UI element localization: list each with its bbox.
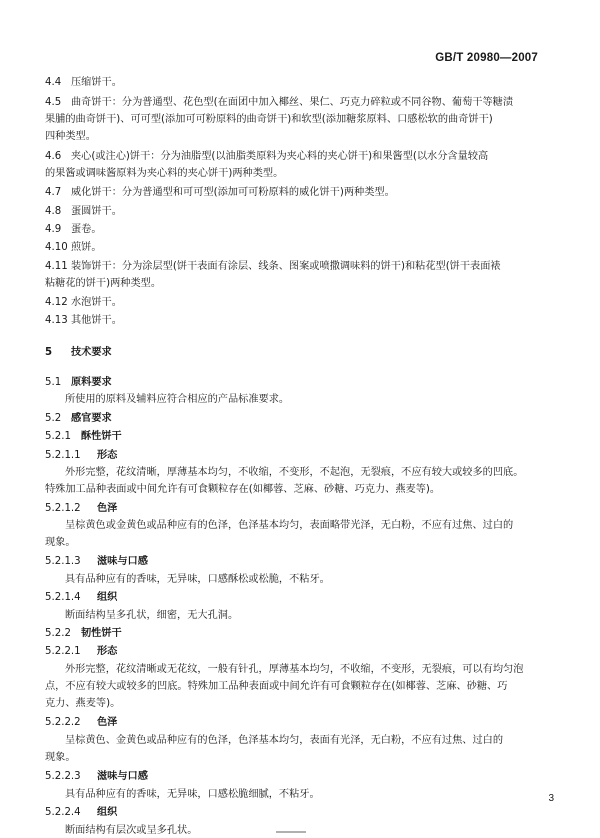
clause-number: 4.4	[45, 77, 62, 88]
clause-continuation: 果脯的曲奇饼干)、可可型(添加可可粉原料的曲奇饼干)和软型(添加糖浆原料、口感松软的曲奇饼干)	[45, 114, 493, 125]
paragraph-continuation: 现象。	[45, 752, 76, 763]
clause-number: 4.6	[45, 151, 62, 162]
clause-text: 煎饼。	[71, 242, 102, 253]
paragraph: 具有品种应有的香味，无异味，口感酥松或松脆，不粘牙。	[65, 574, 330, 585]
clause-number: 5.2.2.2	[45, 717, 81, 728]
paragraph-continuation: 克力、燕麦等)。	[45, 698, 121, 709]
paragraph: 所使用的原料及辅料应符合相应的产品标准要求。	[65, 394, 290, 405]
clause-4-10	[45, 241, 102, 255]
clause-text: 其他饼干。	[71, 315, 122, 326]
clause-title: 形态	[97, 646, 118, 657]
clause-continuation: 的果酱或调味酱原料为夹心料的夹心饼干)两种类型。	[45, 168, 284, 179]
clause-number: 4.5	[45, 97, 62, 108]
clause-number: 5.2.1.4	[45, 592, 81, 603]
clause-title: 韧性饼干	[81, 628, 122, 639]
clause-title: 滋味与口感	[97, 556, 148, 567]
clause-text: 蛋圆饼干。	[71, 206, 122, 217]
clause-number: 5.2.2.3	[45, 771, 81, 782]
clause-number: 5.2.1.1	[45, 450, 81, 461]
clause-4-11	[45, 260, 501, 274]
paragraph-continuation: 现象。	[45, 537, 76, 548]
clause-number: 5.1	[45, 377, 62, 388]
clause-4-9	[45, 223, 102, 237]
clause-number: 5.2	[45, 413, 62, 424]
section-5-heading	[45, 346, 112, 360]
clause-5-2-2-2	[45, 716, 117, 730]
clause-4-12	[45, 296, 122, 310]
clause-number: 4.9	[45, 224, 62, 235]
clause-text: 压缩饼干。	[71, 77, 122, 88]
clause-5-2-1-4	[45, 591, 117, 605]
clause-4-13	[45, 314, 122, 328]
paragraph: 具有品种应有的香味，无异味，口感松脆细腻，不粘牙。	[65, 789, 320, 800]
clause-5-2-1	[45, 430, 122, 444]
clause-number: 4.7	[45, 187, 62, 198]
clause-number: 4.11	[45, 261, 68, 272]
paragraph: 外形完整，花纹清晰或无花纹，一般有针孔，厚薄基本均匀，不收缩，不变形，无裂痕，可以有均匀泡	[65, 664, 524, 675]
clause-number: 5.2.1.3	[45, 556, 81, 567]
clause-number: 4.10	[45, 242, 68, 253]
clause-title: 色泽	[97, 503, 118, 514]
clause-5-2-2-3	[45, 770, 148, 784]
paragraph: 呈棕黄色、金黄色或品种应有的色泽，色泽基本均匀，表面有光泽，无白粉，不应有过焦、过白的	[65, 735, 504, 746]
page-number: 3	[548, 793, 554, 804]
clause-number: 5.2.1	[45, 431, 71, 442]
clause-5-2-2-1	[45, 645, 117, 659]
paragraph-continuation: 点，不应有较大或较多的凹底。特殊加工品种表面或中间允许有可食颗粒存在(如椰蓉、芝麻、砂糖、巧	[45, 681, 508, 692]
clause-title: 原料要求	[71, 377, 112, 388]
paragraph: 断面结构呈多孔状，细密，无大孔洞。	[65, 610, 239, 621]
clause-5-2-1-2	[45, 502, 117, 516]
clause-text: 水泡饼干。	[71, 297, 122, 308]
standard-code-header: GB/T 20980—2007	[435, 52, 538, 64]
clause-4-4	[45, 76, 122, 90]
clause-number: 4.12	[45, 297, 68, 308]
paragraph: 外形完整，花纹清晰，厚薄基本均匀，不收缩，不变形，不起泡，无裂痕，不应有较大或较多的凹底。	[65, 467, 524, 478]
clause-text: 夹心(或注心)饼干：分为油脂型(以油脂类原料为夹心料的夹心饼干)和果酱型(以水分含量较高	[71, 151, 489, 162]
clause-title: 色泽	[97, 717, 118, 728]
clause-text: 装饰饼干：分为涂层型(饼干表面有涂层、线条、图案或喷撒调味料的饼干)和粘花型(饼干表面裱	[71, 261, 501, 272]
clause-number: 5.2.2.4	[45, 807, 81, 818]
section-number: 5	[45, 347, 53, 358]
clause-continuation: 粘糖花的饼干)两种类型。	[45, 278, 162, 289]
clause-4-5	[45, 96, 513, 110]
clause-number: 5.2.2.1	[45, 646, 81, 657]
clause-number: 4.8	[45, 206, 62, 217]
clause-5-2-2-4	[45, 806, 117, 820]
clause-title: 感官要求	[71, 413, 112, 424]
clause-5-2-2	[45, 627, 122, 641]
clause-4-8	[45, 205, 122, 219]
clause-number: 4.13	[45, 315, 68, 326]
clause-text: 蛋卷。	[71, 224, 102, 235]
clause-4-6	[45, 150, 488, 164]
clause-title: 组织	[97, 807, 118, 818]
clause-title: 组织	[97, 592, 118, 603]
section-title: 技术要求	[71, 347, 112, 358]
clause-text: 威化饼干：分为普通型和可可型(添加可可粉原料的威化饼干)两种类型。	[71, 187, 395, 198]
paragraph: 断面结构有层次或呈多孔状。	[65, 825, 198, 836]
clause-text: 曲奇饼干：分为普通型、花色型(在面团中加入椰丝、果仁、巧克力碎粒或不同谷物、葡萄干等糖渍	[71, 97, 514, 108]
clause-title: 酥性饼干	[81, 431, 122, 442]
clause-title: 形态	[97, 450, 118, 461]
clause-continuation: 四种类型。	[45, 131, 96, 142]
scan-edge-mark	[276, 831, 306, 833]
clause-number: 5.2.2	[45, 628, 71, 639]
clause-4-7	[45, 186, 395, 200]
clause-title: 滋味与口感	[97, 771, 148, 782]
clause-5-1	[45, 376, 112, 390]
clause-5-2-1-3	[45, 555, 148, 569]
clause-number: 5.2.1.2	[45, 503, 81, 514]
clause-5-2	[45, 412, 112, 426]
paragraph: 呈棕黄色或金黄色或品种应有的色泽，色泽基本均匀，表面略带光泽，无白粉，不应有过焦、过白的	[65, 520, 514, 531]
clause-5-2-1-1	[45, 449, 117, 463]
paragraph-continuation: 特殊加工品种表面或中间允许有可食颗粒存在(如椰蓉、芝麻、砂糖、巧克力、燕麦等)。	[45, 484, 441, 495]
